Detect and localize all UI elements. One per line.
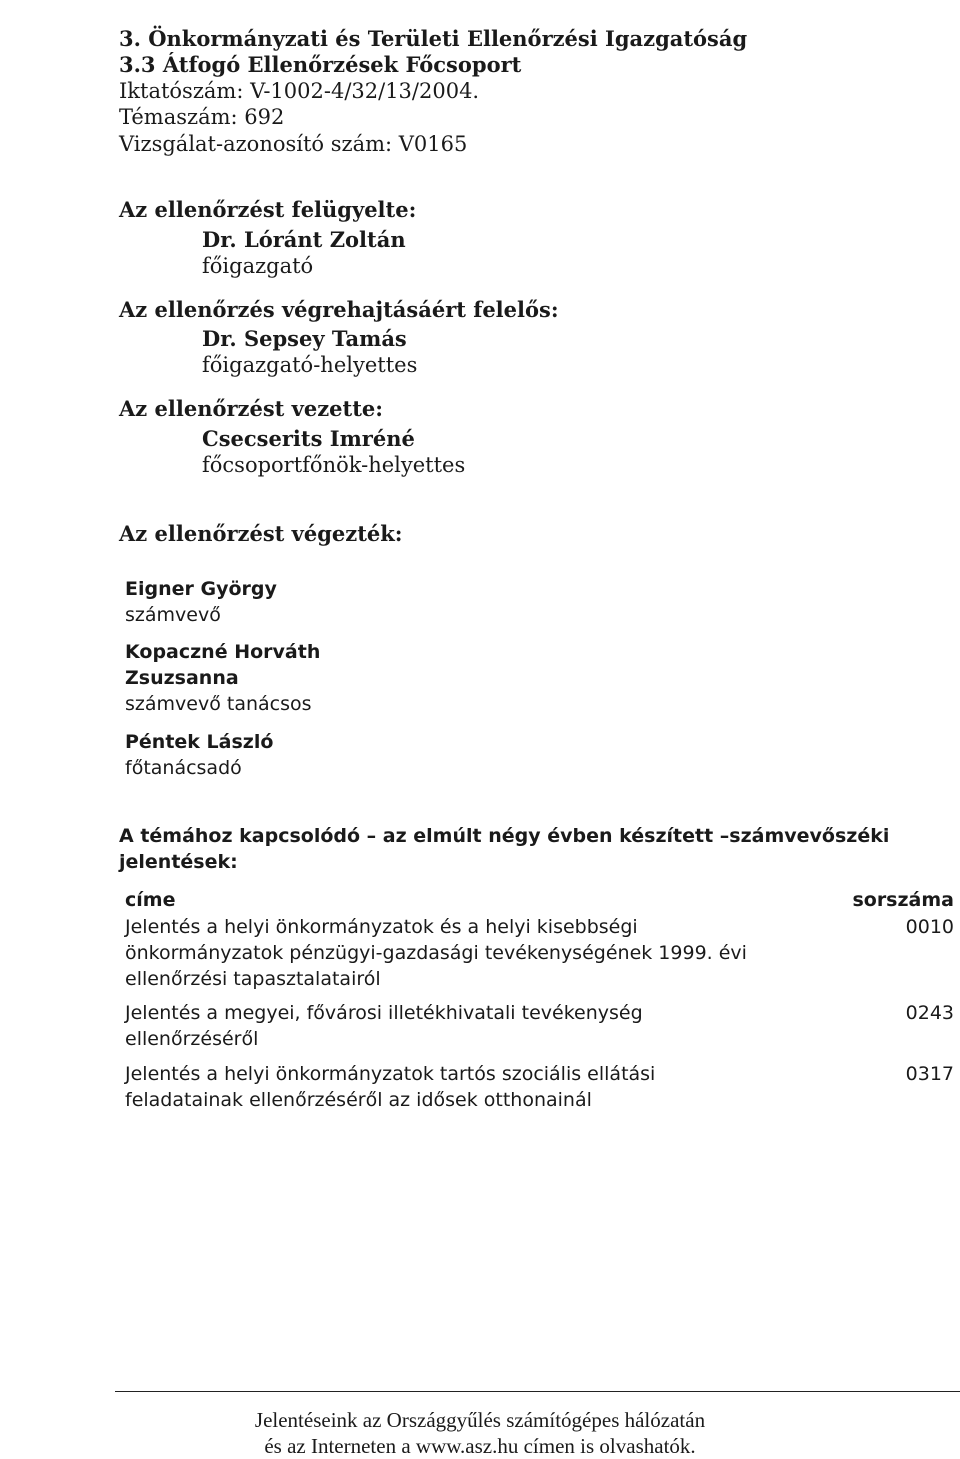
performed-label: Az ellenőrzést végezték: [119, 521, 403, 546]
related-heading-cont: jelentések: [119, 851, 238, 873]
leader-title: főcsoportfőnök-helyettes [202, 453, 466, 477]
org-line-1: 3. Önkormányzati és Területi Ellenőrzési Igazgatóság [119, 26, 748, 51]
auditor-title: főtanácsadó [125, 757, 242, 779]
org-line-2: 3.3 Átfogó Ellenőrzések Főcsoport [119, 52, 522, 77]
report-title-line: ellenőrzéséről [125, 1028, 259, 1050]
auditor-title: számvevő [125, 604, 221, 626]
auditor-name: Eigner György [125, 578, 277, 600]
report-number: 0010 [905, 916, 954, 938]
supervised-label: Az ellenőrzést felügyelte: [119, 197, 417, 222]
column-header-number: sorszáma [852, 889, 954, 911]
responsible-name: Dr. Sepsey Tamás [202, 326, 407, 351]
column-header-title: címe [125, 889, 176, 911]
report-number: 0243 [905, 1002, 954, 1024]
report-title-line: önkormányzatok pénzügyi-gazdasági tevékenységének 1999. évi [125, 942, 747, 964]
led-label: Az ellenőrzést vezette: [119, 396, 384, 421]
footer-line-1: Jelentéseink az Országgyűlés számítógépes hálózatán [254, 1408, 706, 1432]
report-title-line: Jelentés a megyei, fővárosi illetékhivatali tevékenység [125, 1002, 643, 1024]
report-title-line: feladatainak ellenőrzéséről az idősek otthonainál [125, 1089, 592, 1111]
iktatoszam: Iktatószám: V-1002-4/32/13/2004. [119, 79, 480, 103]
supervisor-name: Dr. Lóránt Zoltán [202, 227, 406, 252]
responsible-title: főigazgató-helyettes [202, 353, 418, 377]
report-title-line: ellenőrzési tapasztalatairól [125, 968, 381, 990]
leader-name: Csecserits Imréné [202, 426, 415, 451]
footer-divider [115, 1391, 960, 1392]
footer-line-2: és az Interneten a www.asz.hu címen is olvashatók. [264, 1434, 696, 1458]
auditor-name: Péntek László [125, 731, 274, 753]
responsible-label: Az ellenőrzés végrehajtásáért felelős: [119, 297, 559, 322]
supervisor-title: főigazgató [202, 254, 314, 278]
auditor-name-cont: Zsuzsanna [125, 667, 239, 689]
report-title-line: Jelentés a helyi önkormányzatok és a helyi kisebbségi [125, 916, 638, 938]
report-title-line: Jelentés a helyi önkormányzatok tartós szociális ellátási [125, 1063, 656, 1085]
auditor-title: számvevő tanácsos [125, 693, 312, 715]
temaszam: Témaszám: 692 [119, 105, 285, 129]
auditor-name: Kopaczné Horváth [125, 641, 321, 663]
related-heading: A témához kapcsolódó – az elmúlt négy évben készített –számvevőszéki [119, 825, 890, 847]
vizsgalat-azonosito: Vizsgálat-azonosító szám: V0165 [119, 132, 468, 156]
report-number: 0317 [905, 1063, 954, 1085]
